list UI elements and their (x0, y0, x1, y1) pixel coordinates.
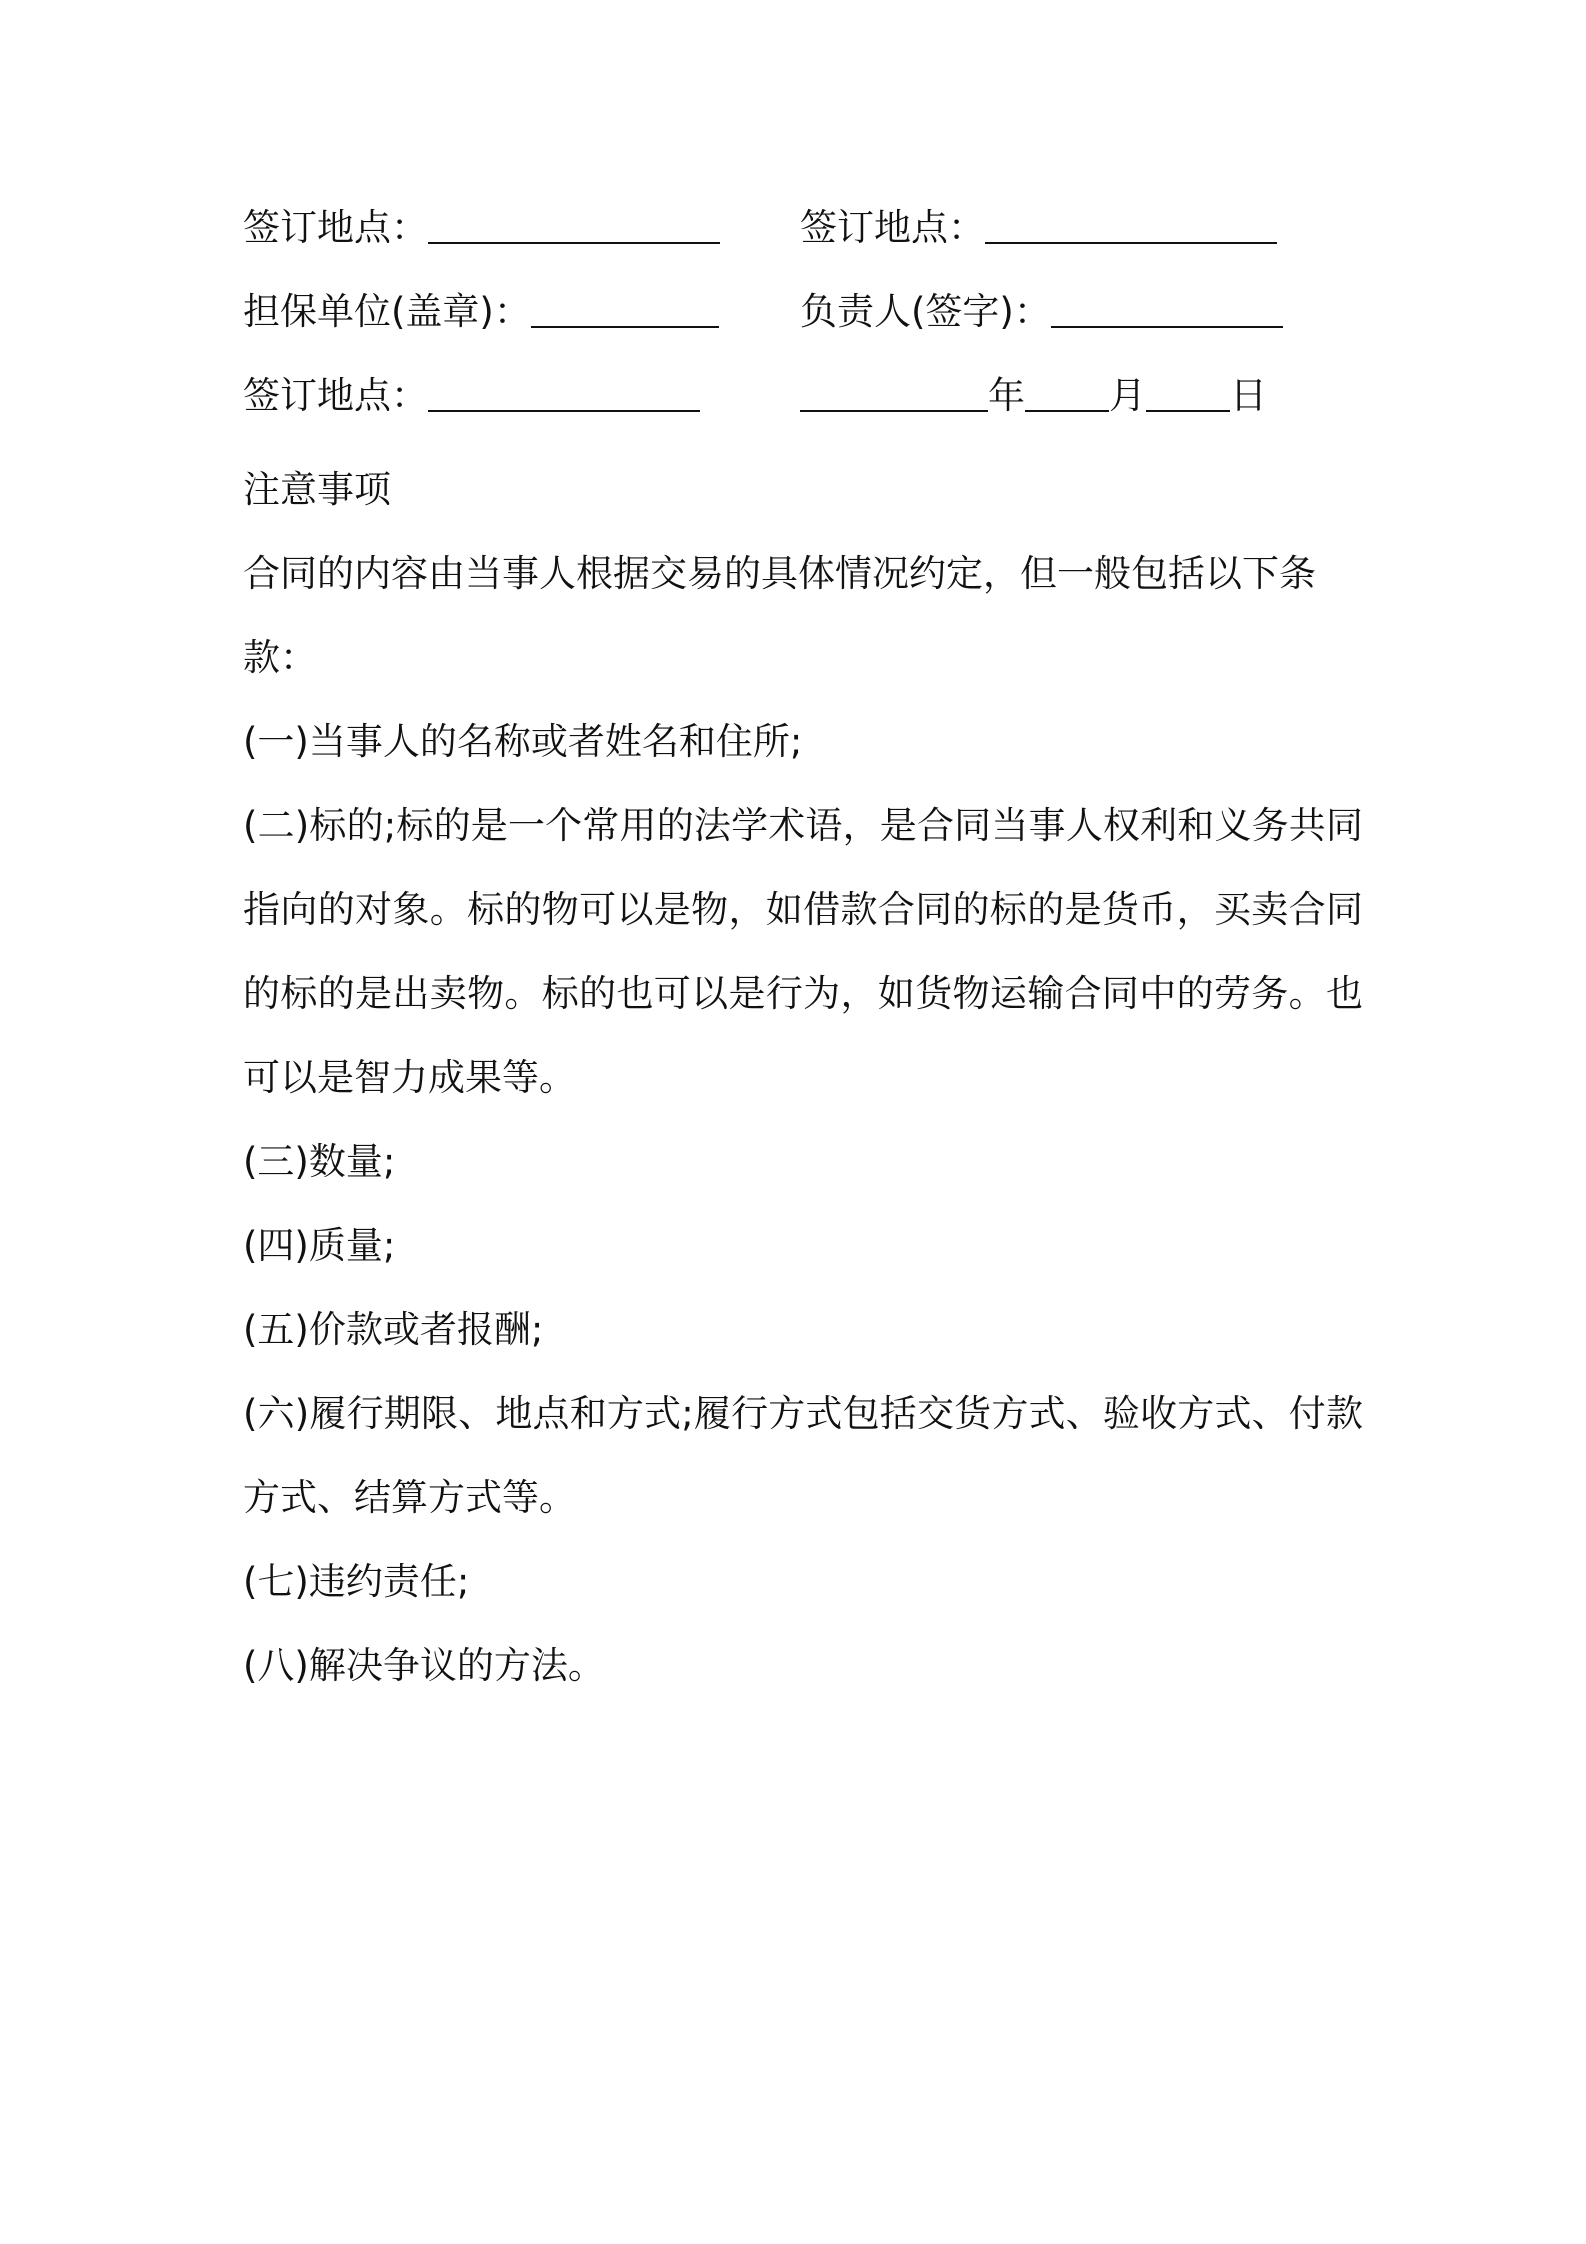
month-blank[interactable] (1025, 372, 1109, 412)
signing-place-label: 签订地点： (243, 206, 428, 249)
notes-intro: 合同的内容由当事人根据交易的具体情况约定，但一般包括以下条款： (243, 552, 1316, 679)
responsible-person-blank[interactable] (1051, 288, 1283, 328)
guarantor-unit-label: 担保单位(盖章)： (243, 290, 531, 333)
guarantor-unit (243, 282, 719, 342)
signing-place-left (243, 198, 720, 258)
guarantor-unit-blank[interactable] (531, 288, 719, 328)
responsible-person (800, 282, 1283, 342)
year-blank[interactable] (800, 372, 988, 412)
day-blank[interactable] (1146, 372, 1230, 412)
signing-place-right (800, 198, 1277, 258)
clause-item: (二)标的;标的是一个常用的法学术语，是合同当事人权利和义务共同指向的对象。标的物可以是物，如借款合同的标的是货币，买卖合同的标的是出卖物。标的也可以是行为，如货物运输合同中的劳务。也可以是智力成果等。 (243, 804, 1363, 1099)
clause-item: (四)质量; (243, 1224, 396, 1267)
signing-place-label: 签订地点： (243, 374, 428, 417)
clause-item: (七)违约责任; (243, 1560, 470, 1603)
signature-row-1 (243, 198, 1363, 258)
responsible-person-label: 负责人(签字)： (800, 290, 1051, 333)
clause-item: (八)解决争议的方法。 (243, 1644, 605, 1687)
month-label: 月 (1109, 374, 1146, 417)
signing-place-blank[interactable] (985, 204, 1277, 244)
clause-item: (一)当事人的名称或者姓名和住所; (243, 720, 803, 763)
signing-place-left (243, 366, 700, 426)
signature-row-2 (243, 282, 1363, 342)
clause-item: (三)数量; (243, 1140, 396, 1183)
clause-item: (六)履行期限、地点和方式;履行方式包括交货方式、验收方式、付款方式、结算方式等。 (243, 1392, 1363, 1519)
year-label: 年 (988, 374, 1025, 417)
signature-row-3 (243, 366, 1363, 426)
day-label: 日 (1230, 374, 1267, 417)
signing-date (800, 366, 1267, 426)
signing-place-blank[interactable] (428, 372, 700, 412)
clause-item: (五)价款或者报酬; (243, 1308, 544, 1351)
signing-place-label: 签订地点： (800, 206, 985, 249)
notes-section (243, 448, 1363, 1708)
notes-heading: 注意事项 (243, 468, 391, 511)
signing-place-blank[interactable] (428, 204, 720, 244)
